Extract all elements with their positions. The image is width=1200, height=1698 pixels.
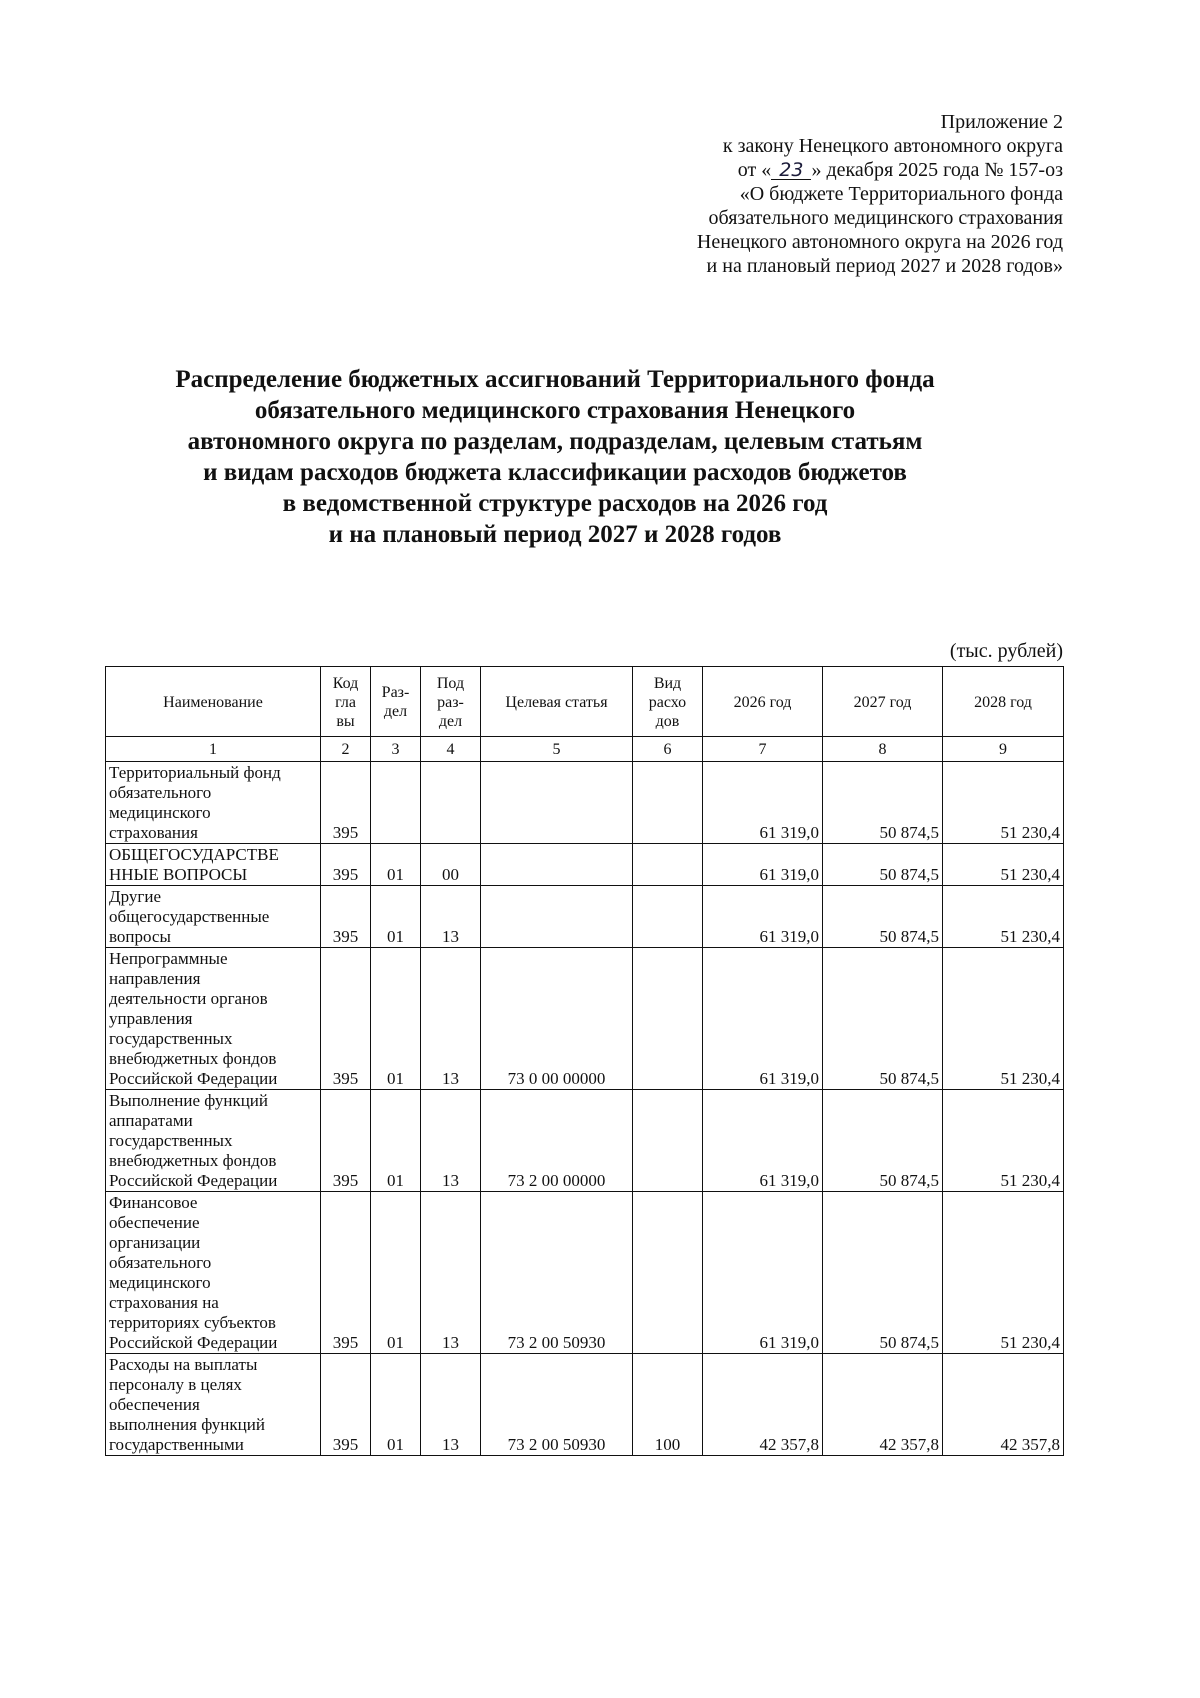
date-prefix: от « — [737, 159, 772, 181]
table-body — [106, 762, 1064, 1456]
row-target-article — [481, 762, 633, 844]
row-amount-2027: 50 874,5 — [823, 948, 943, 1090]
appendix-line: и на плановый период 2027 и 2028 годов» — [706, 255, 1063, 277]
header-section: Раз- дел — [371, 667, 421, 737]
row-amount-2027: 50 874,5 — [823, 1090, 943, 1192]
column-number: 3 — [371, 737, 421, 762]
row-expense-type: 100 — [633, 1354, 703, 1456]
header-subsection: Под раз- дел — [421, 667, 481, 737]
column-number: 7 — [703, 737, 823, 762]
header-name: Наименование — [106, 667, 321, 737]
row-name: Территориальный фонд обязательного медицинского страхования — [106, 762, 321, 844]
row-amount-2028: 51 230,4 — [943, 1192, 1064, 1354]
table-row — [106, 1090, 1064, 1192]
row-chapter-code: 395 — [321, 1192, 371, 1354]
row-amount-2027: 50 874,5 — [823, 1192, 943, 1354]
row-name: Финансовое обеспечение организации обязательного медицинского страхования на территориях субъектов Российской Федерации — [106, 1192, 321, 1354]
header-chapter-code: Код гла вы — [321, 667, 371, 737]
column-number: 2 — [321, 737, 371, 762]
row-expense-type — [633, 948, 703, 1090]
row-subsection: 13 — [421, 886, 481, 948]
row-chapter-code: 395 — [321, 948, 371, 1090]
table-header — [106, 667, 1064, 762]
appendix-date-line — [697, 158, 1063, 182]
row-expense-type — [633, 844, 703, 886]
row-target-article: 73 2 00 50930 — [481, 1354, 633, 1456]
column-number: 9 — [943, 737, 1064, 762]
row-target-article — [481, 886, 633, 948]
row-expense-type — [633, 886, 703, 948]
header-2028: 2028 год — [943, 667, 1064, 737]
row-section: 01 — [371, 886, 421, 948]
appendix-line: обязательного медицинского страхования — [708, 207, 1063, 229]
table-row — [106, 1354, 1064, 1456]
header-row — [106, 667, 1064, 737]
row-amount-2028: 51 230,4 — [943, 762, 1064, 844]
title-line: обязательного медицинского страхования Ненецкого — [254, 397, 856, 424]
row-chapter-code: 395 — [321, 1090, 371, 1192]
column-number: 1 — [106, 737, 321, 762]
row-name: Выполнение функций аппаратами государственных внебюджетных фондов Российской Федерации — [106, 1090, 321, 1192]
row-amount-2026: 61 319,0 — [703, 1090, 823, 1192]
column-number: 8 — [823, 737, 943, 762]
table-row — [106, 1192, 1064, 1354]
row-amount-2027: 50 874,5 — [823, 886, 943, 948]
appendix-line: Приложение 2 — [940, 111, 1063, 133]
row-section: 01 — [371, 948, 421, 1090]
row-amount-2026: 61 319,0 — [703, 1192, 823, 1354]
budget-table — [105, 666, 1064, 1456]
title-line: автономного округа по разделам, подразделам, целевым статьям — [187, 428, 923, 455]
row-target-article: 73 0 00 00000 — [481, 948, 633, 1090]
title-line: в ведомственной структуре расходов на 2026 год — [282, 490, 828, 517]
appendix-line: Ненецкого автономного округа на 2026 год — [696, 231, 1063, 253]
table-row — [106, 844, 1064, 886]
row-section: 01 — [371, 1192, 421, 1354]
row-amount-2026: 61 319,0 — [703, 844, 823, 886]
row-amount-2026: 61 319,0 — [703, 886, 823, 948]
row-name: ОБЩЕГОСУДАРСТВЕ ННЫЕ ВОПРОСЫ — [106, 844, 321, 886]
row-expense-type — [633, 762, 703, 844]
row-section: 01 — [371, 844, 421, 886]
row-subsection: 13 — [421, 1354, 481, 1456]
appendix-line: к закону Ненецкого автономного округа — [722, 135, 1063, 157]
row-amount-2028: 51 230,4 — [943, 844, 1064, 886]
row-subsection: 13 — [421, 948, 481, 1090]
column-number: 5 — [481, 737, 633, 762]
row-section: 01 — [371, 1354, 421, 1456]
header-2026: 2026 год — [703, 667, 823, 737]
row-amount-2027: 50 874,5 — [823, 762, 943, 844]
appendix-line: «О бюджете Территориального фонда — [739, 183, 1063, 205]
header-2027: 2027 год — [823, 667, 943, 737]
row-chapter-code: 395 — [321, 844, 371, 886]
table-row — [106, 948, 1064, 1090]
appendix-header — [697, 110, 1063, 278]
row-target-article: 73 2 00 50930 — [481, 1192, 633, 1354]
row-subsection — [421, 762, 481, 844]
row-chapter-code: 395 — [321, 886, 371, 948]
document-title — [110, 364, 1000, 550]
table-row — [106, 886, 1064, 948]
header-expense-type: Вид расхо дов — [633, 667, 703, 737]
row-amount-2028: 51 230,4 — [943, 1090, 1064, 1192]
row-section — [371, 762, 421, 844]
row-amount-2027: 50 874,5 — [823, 844, 943, 886]
title-line: Распределение бюджетных ассигнований Территориального фонда — [175, 366, 935, 393]
row-amount-2028: 42 357,8 — [943, 1354, 1064, 1456]
row-amount-2026: 61 319,0 — [703, 948, 823, 1090]
row-subsection: 00 — [421, 844, 481, 886]
row-expense-type — [633, 1090, 703, 1192]
units-label: (тыс. рублей) — [949, 640, 1063, 662]
row-chapter-code: 395 — [321, 762, 371, 844]
header-target-article: Целевая статья — [481, 667, 633, 737]
table-row — [106, 762, 1064, 844]
row-amount-2028: 51 230,4 — [943, 948, 1064, 1090]
row-subsection: 13 — [421, 1192, 481, 1354]
row-name: Другие общегосударственные вопросы — [106, 886, 321, 948]
date-suffix: » декабря 2025 года № 157-оз — [811, 159, 1063, 181]
title-line: и на плановый период 2027 и 2028 годов — [328, 521, 782, 548]
column-number: 4 — [421, 737, 481, 762]
row-name: Расходы на выплаты персоналу в целях обеспечения выполнения функций государственными — [106, 1354, 321, 1456]
title-line: и видам расходов бюджета классификации расходов бюджетов — [203, 459, 907, 486]
row-amount-2026: 42 357,8 — [703, 1354, 823, 1456]
row-amount-2026: 61 319,0 — [703, 762, 823, 844]
row-chapter-code: 395 — [321, 1354, 371, 1456]
row-section: 01 — [371, 1090, 421, 1192]
handwritten-day: 23 — [771, 161, 811, 180]
row-target-article: 73 2 00 00000 — [481, 1090, 633, 1192]
column-numbers-row — [106, 737, 1064, 762]
row-name: Непрограммные направления деятельности органов управления государственных внебюджетных фондов Российской Федерации — [106, 948, 321, 1090]
row-amount-2027: 42 357,8 — [823, 1354, 943, 1456]
row-subsection: 13 — [421, 1090, 481, 1192]
column-number: 6 — [633, 737, 703, 762]
row-expense-type — [633, 1192, 703, 1354]
row-target-article — [481, 844, 633, 886]
row-amount-2028: 51 230,4 — [943, 886, 1064, 948]
